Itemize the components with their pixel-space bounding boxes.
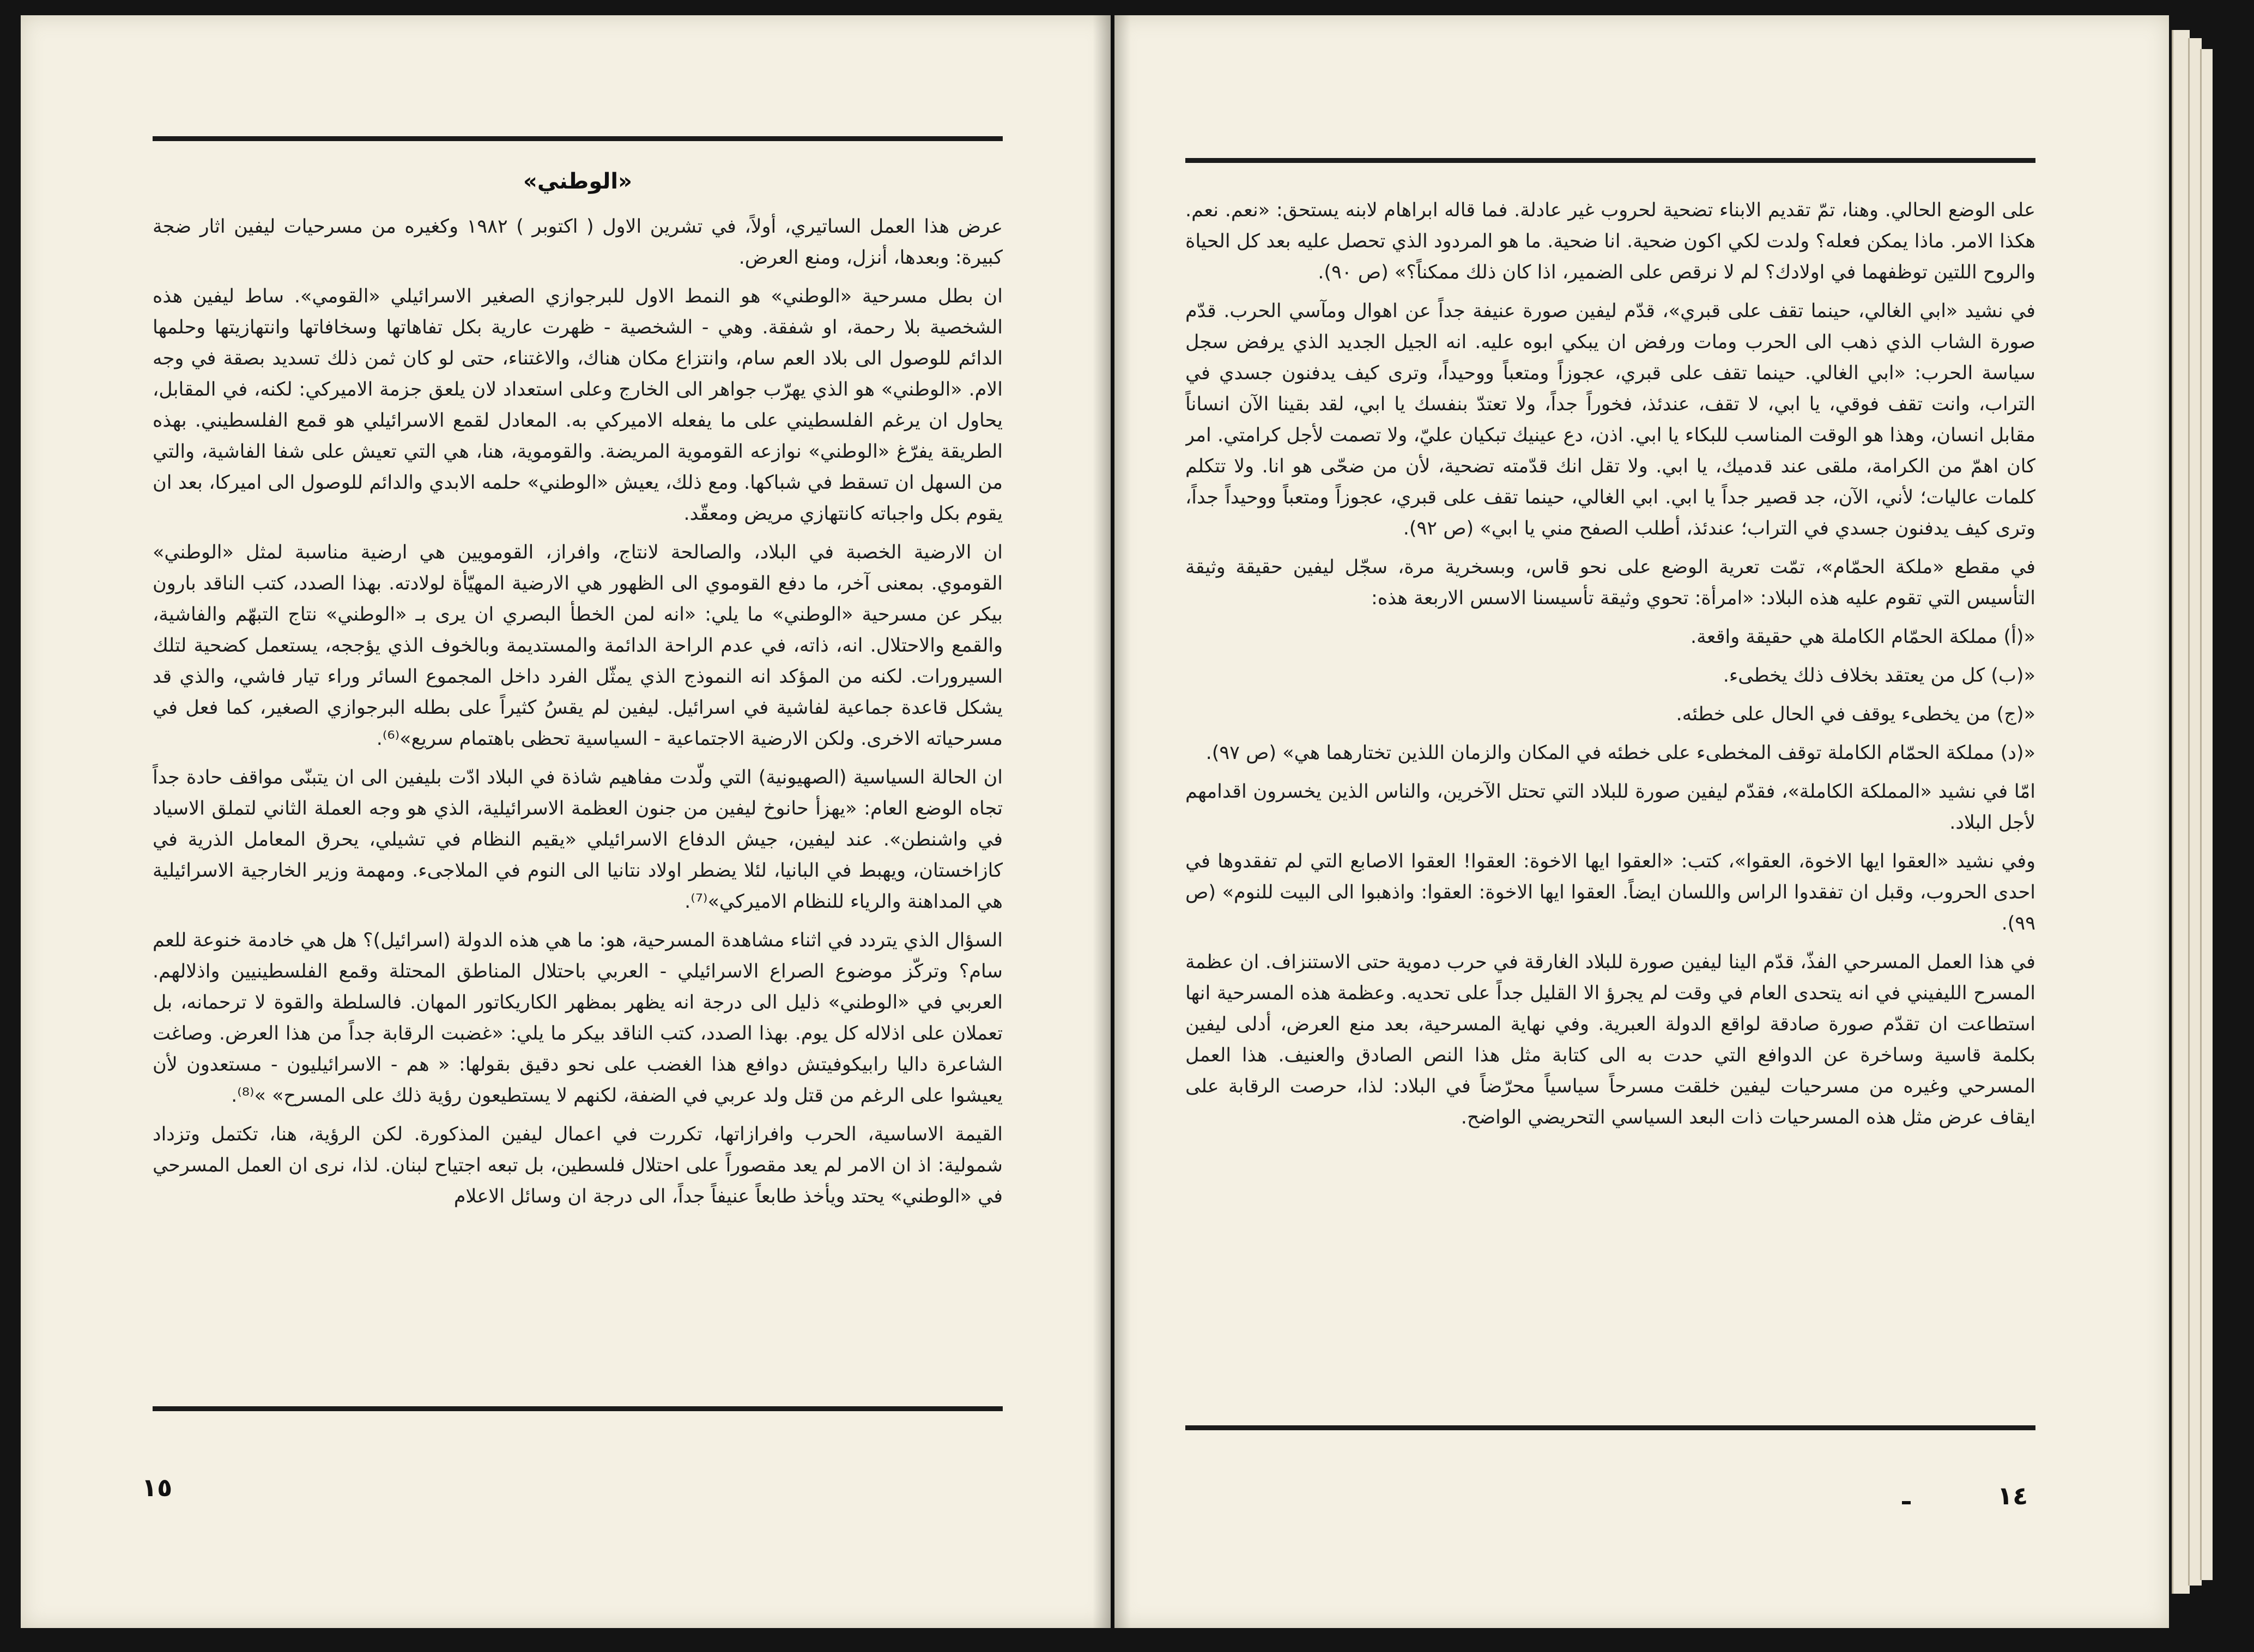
paragraph: عرض هذا العمل الساتيري، أولاً، في تشرين الاول ( اكتوبر ) ١٩٨٢ وكغيره من مسرحيات ليفين اثار ضجة كبيرة: وبعدها، أنزل، ومنع العرض. xyxy=(153,216,1003,269)
paragraph: امّا في نشيد «المملكة الكاملة»، فقدّم ليفين صورة للبلاد التي تحتل الآخرين، والناس الذين يخسرون اقدامهم لأجل البلاد. xyxy=(1185,781,2035,834)
list-item: «(د) مملكة الحمّام الكاملة توقف المخطىء على خطئه في المكان والزمان اللذين تختارهما هي» (ص ٩٧). xyxy=(1205,742,2035,764)
paragraph: في نشيد «ابي الغالي، حينما تقف على قبري»، قدّم ليفين صورة عنيفة جداً عن اهوال ومآسي الحرب. قدّم صورة الشاب الذي ذهب الى الحرب ومات ورفض ان يبكي ابوه عليه. انه الجيل الجديد الذي يرفض سجل سياسة الحرب: «ابي الغالي. حينما تقف على قبري، عجوزاً ومتعباً ووحيداً، وترى كيف يدفنون جسدي في التراب، وانت تقف فوقي، يا ابي، لا تقف، عندئذ، فخوراً جداً، ولا تعتدّ بنفسك يا ابي، لقد بقينا الآن انساناً مقابل انسان، وهذا هو الوقت المناسب للبكاء يا ابي. اذن، دع عينيك تبكيان عليّ، ولا تصمت لأجل كرامتي. امر كان اهمّ من الكرامة، ملقى عند قدميك، يا ابي. ولا تقل انك قدّمته تضحية، لأن من ضحّى هو انا. ولا تتكلم كلمات عاليات؛ لأني، الآن، جد قصير جداً يا ابي. ابي الغالي، حينما تقف على قبري، عجوزاً ومتعباً ووحيداً جداً، وترى كيف يدفنون جسدي في التراب؛ عندئذ، أطلب الصفح مني يا ابي» (ص ٩٢). xyxy=(1185,300,2035,539)
page-edge xyxy=(2172,30,2190,1594)
paragraph: ان الحالة السياسية (الصهيونية) التي ولّدت مفاهيم شاذة في البلاد ادّت بليفين الى ان يتبنّى مواقف حادة جداً تجاه الوضع العام: «يهزأ حانوخ ليفين من جنون العظمة الاسرائيلية، الذي هو وجه العملة الثاني لتملق الاسياد في واشنطن». عند ليفين، جيش الدفاع الاسرائيلي «يقيم النظام في تشيلي، يحرق المعامل الذرية في كازاخستان، ويهبط في البانيا، لئلا يضطر اولاد نتانيا الى النوم في الملاجىء. ومهمة وزير الخارجية الاسرائيلية هي المداهنة والرياء للنظام الاميركي»⁽⁷⁾. xyxy=(153,767,1003,913)
list-item: «(ب) كل من يعتقد بخلاف ذلك يخطىء. xyxy=(1723,665,2035,687)
book-gutter xyxy=(1093,15,1131,1628)
paragraph: في مقطع «ملكة الحمّام»، تمّت تعرية الوضع على نحو قاس، وبسخرية مرة، سجّل ليفين حقيقة وثيقة التأسيس التي تقوم عليه هذه البلاد: «امرأة: تحوي وثيقة تأسيسنا الاسس الاربعة هذه: xyxy=(1185,556,2035,609)
top-rule xyxy=(1185,158,2035,163)
paragraph: على الوضع الحالي. وهنا، تمّ تقديم الابناء تضحية لحروب غير عادلة. فما قاله ابراهام لابنه يستحق: «نعم. نعم. هكذا الامر. ماذا يمكن فعله؟ ولدت لكي اكون ضحية. انا ضحية. ما هو المردود الذي تحصل عليه بعد كل الحياة والروح اللتين توظفهما في اولادك؟ لم لا نرقص على الضمير، اذا كان ذلك ممكناً؟» (ص ٩٠). xyxy=(1185,199,2035,283)
page-number: ١٤ xyxy=(1997,1481,2028,1510)
right-page xyxy=(1114,15,2169,1628)
paragraph: ان الارضية الخصبة في البلاد، والصالحة لانتاج، وافراز، القومويين هي ارضية مناسبة لمثل «الوطني» القوموي. بمعنى آخر، ما دفع القوموي الى الظهور هي الارضية المهيّأة لولادته. بهذا الصدد، كتب الناقد بارون بيكر عن مسرحية «الوطني» ما يلي: «انه لمن الخطأ البصري ان يرى بـ «الوطني» نتاج التبهّم والفاشية، والقمع والاحتلال. انه، ذاته، في عدم الراحة الدائمة والمستديمة وبالخوف الذي يؤججه، يستعمل كضحية لتلك السيرورات. لكنه من المؤكد انه النموذج الذي يمثّل الفرد داخل المجموع السائر وراء تيار فاشي، والذي قد يشكل قاعدة جماعية لفاشية في اسرائيل. ليفين لم يقسُ كثيراً على بطله البرجوازي الصغير، كما فعل في مسرحياته الاخرى. ولكن الارضية الاجتماعية - السياسية تحظى باهتمام سريع»⁽⁶⁾. xyxy=(153,542,1003,750)
page-number: ١٥ xyxy=(142,1473,173,1502)
bottom-rule xyxy=(1185,1425,2035,1430)
paragraph: القيمة الاساسية، الحرب وافرازاتها، تكررت في اعمال ليفين المذكورة. لكن الرؤية، هنا، تكتمل وتزداد شمولية: اذ ان الامر لم يعد مقصوراً على احتلال فلسطين، بل تبعه اجتياح لبنان. لذا، نرى ان العمل المسرحي في «الوطني» يحتد ويأخذ طابعاً عنيفاً جداً، الى درجة ان وسائل الاعلام xyxy=(153,1123,1003,1207)
paragraph: وفي نشيد «العقوا ايها الاخوة، العقوا»، كتب: «العقوا ايها الاخوة: العقوا! العقوا الاصابع التي لم تفقدوها في احدى الحروب، وقبل ان تفقدوا الراس واللسان ايضاً. العقوا ايها الاخوة: العقوا: واذهبوا الى البيت للنوم» (ص ٩٩). xyxy=(1185,851,2035,934)
left-body-text xyxy=(153,211,1003,1388)
paragraph: السؤال الذي يتردد في اثناء مشاهدة المسرحية، هو: ما هي هذه الدولة (اسرائيل)؟ هل هي خادمة خنوعة للعم سام؟ وتركّز موضوع الصراع الاسرائيلي - العربي باحتلال المناطق المحتلة وقمع الفلسطينيين واذلالهم. العربي في «الوطني» ذليل الى درجة انه يظهر بمظهر الكاريكاتور المهان. فالسلطة والقوة لا ترحمانه، بل تعملان على اذلاله كل يوم. بهذا الصدد، كتب الناقد بيكر ما يلي: «غضبت الرقابة جداً من هذا العرض. وصاغت الشاعرة داليا رابيكوفيتش دوافع هذا الغضب على نحو دقيق بقولها: « هم - الاسرائيليون - مستعدون لأن يعيشوا على الرغم من قتل ولد عربي في الضفة، لكنهم لا يستطيعون رؤية ذلك على المسرح» »⁽⁸⁾. xyxy=(153,930,1003,1107)
list-item: «(ج) من يخطىء يوقف في الحال على خطئه. xyxy=(1676,703,2035,725)
page-mark xyxy=(1902,1501,1911,1504)
paragraph: ان بطل مسرحية «الوطني» هو النمط الاول للبرجوازي الصغير الاسرائيلي «القومي». ساط ليفين هذه الشخصية بلا رحمة، او شفقة. وهي - الشخصية - ظهرت عارية بكل تفاهاتها وسخافاتها وانتهازيتها وحلمها الدائم للوصول الى بلاد العم سام، وانتزاع مكان هناك، والاغتناء، حتى لو كان ثمن ذلك تسديد بصقة في وجه الام. «الوطني» هو الذي يهرّب جواهر الى الخارج وعلى استعداد لان يلعق جزمة الاميركي: لكنه، في المقابل، يحاول ان يرغم الفلسطيني على ما يفعله الاميركي به. المعادل لقمع الاسرائيلي هو قمع الفلسطيني. بهذه الطريقة يفرّغ «الوطني» نوازعه القوموية المريضة. والقوموية، هنا، هي التي تعيش على شفا الفاشية، والتي من السهل ان تسقط في شباكها. ومع ذلك، يعيش «الوطني» حلمه الابدي والدائم للوصول الى اميركا، بعد ان يقوم بكل واجباته كانتهازي مريض ومعقّد. xyxy=(153,286,1003,525)
right-body-text xyxy=(1185,195,2035,1405)
top-rule xyxy=(153,136,1003,141)
list-item: «(أ) مملكة الحمّام الكاملة هي حقيقة واقعة. xyxy=(1690,626,2035,648)
left-page xyxy=(21,15,1111,1628)
bottom-rule xyxy=(153,1406,1003,1411)
paragraph: في هذا العمل المسرحي الفذّ، قدّم الينا ليفين صورة للبلاد الغارقة في حرب دموية حتى الاستنزاف. ان عظمة المسرح الليفيني في انه يتحدى العام في وقت لم يجرؤ الا القليل جداً على تحديه. وعظمة هذه المسرحية انها استطاعت ان تقدّم صورة صادقة لواقع الدولة العبرية. وفي نهاية المسرحية، بعد منع العرض، أدلى ليفين بكلمة قاسية وساخرة عن الدوافع التي حدت به الى كتابة مثل هذا النص الصادق والعنيف. هذا العمل المسرحي وغيره من مسرحيات ليفين خلقت مسرحاً سياسياً محرّضاً في البلاد: لذا، حرصت الرقابة على ايقاف عرض مثل هذه المسرحيات ذات البعد السياسي التحريضي الواضح. xyxy=(1185,951,2035,1128)
section-title: «الوطني» xyxy=(523,169,632,194)
page-edge xyxy=(2200,49,2213,1580)
